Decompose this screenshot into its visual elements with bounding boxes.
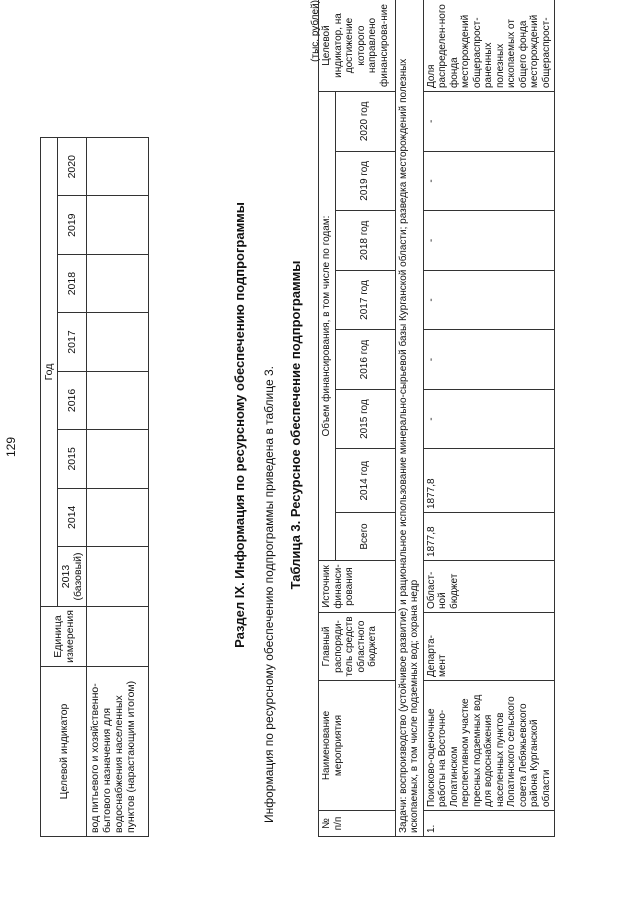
h-target: Целевой индикатор, на достижение которого направлено финансирова-ние [319, 0, 396, 92]
row1-2019: - [423, 151, 555, 211]
table3-title: Таблица 3. Ресурсное обеспечение подпрограммы [288, 260, 303, 590]
row1-2014: 1877,8 [423, 449, 555, 513]
row1-manager: Департа-мент [423, 613, 555, 681]
indicator-table [40, 137, 149, 837]
row-2020-cell [87, 138, 149, 196]
h-total: Всего [335, 513, 395, 561]
row-2016-cell [87, 371, 149, 429]
row1-source: Област-ной бюджет [423, 561, 555, 613]
h-2014: 2014 год [335, 449, 395, 513]
tasks-row: Задачи: воспроизводство (устойчивое развитие) и рациональное использование минерально-сырьевой базы Курганской области; разведка месторождений полезных ископаемых, в том числе подземных вод; охрана недр [395, 0, 423, 837]
year-2014: 2014 [58, 488, 87, 546]
intro-text: Информация по ресурсному обеспечению подпрограммы приведена в таблице 3. [262, 366, 276, 823]
year-2019: 2019 [58, 196, 87, 254]
h-num: № п/п [319, 811, 396, 837]
year-2018: 2018 [58, 254, 87, 312]
year-2020: 2020 [58, 138, 87, 196]
row1-2016: - [423, 330, 555, 390]
row-indicator-text: вод питьевого и хозяйственно-бытового назначения для водоснабжения населенных пунктов (нарастающим итогом) [87, 667, 149, 837]
header-indicator: Целевой индикатор [41, 667, 87, 837]
h-2020: 2020 год [335, 92, 395, 152]
row-2013-cell [87, 547, 149, 607]
row1-2020: - [423, 92, 555, 152]
page-number: 129 [4, 436, 18, 458]
row1-2015: - [423, 389, 555, 449]
h-2017: 2017 год [335, 270, 395, 330]
row-2019-cell [87, 196, 149, 254]
row-2015-cell [87, 430, 149, 488]
h-volume: Объем финансирования, в том числе по годам: [319, 92, 336, 561]
header-unit: Единица измерения [41, 607, 87, 667]
row-2014-cell [87, 488, 149, 546]
unit-note: (тыс. рублей) [310, 0, 321, 62]
h-2018: 2018 год [335, 211, 395, 271]
row1-2017: - [423, 270, 555, 330]
row1-num: 1. [423, 811, 555, 837]
row1-total: 1877,8 [423, 513, 555, 561]
year-2015: 2015 [58, 430, 87, 488]
header-year: Год [41, 138, 58, 607]
row1-target: Доля распределен-ного фонда месторождений общераспрост-раненных полезных ископаемых от общего фонда месторождений общераспрост- [423, 0, 555, 92]
row-unit-cell [87, 607, 149, 667]
h-2016: 2016 год [335, 330, 395, 390]
row1-2018: - [423, 211, 555, 271]
resource-table [318, 0, 555, 837]
h-2015: 2015 год [335, 389, 395, 449]
section-title: Раздел IX. Информация по ресурсному обеспечению подпрограммы [232, 202, 247, 648]
h-source: Источник финанси-рования [319, 561, 396, 613]
h-name: Наименование мероприятия [319, 681, 396, 811]
year-2013: 2013 (базовый) [58, 547, 87, 607]
year-2016: 2016 [58, 371, 87, 429]
year-2017: 2017 [58, 313, 87, 371]
h-manager: Главный распоряди-тель средств областного бюджета [319, 613, 396, 681]
row1-name: Поисково-оценочные работы на Восточно-Лопатинском перспективном участке пресных подземных вод для водоснабжения населенных пунктов Лопатинского сельского совета Лебяжьевского района Курганской области [423, 681, 555, 811]
row-2017-cell [87, 313, 149, 371]
row-2018-cell [87, 254, 149, 312]
h-2019: 2019 год [335, 151, 395, 211]
